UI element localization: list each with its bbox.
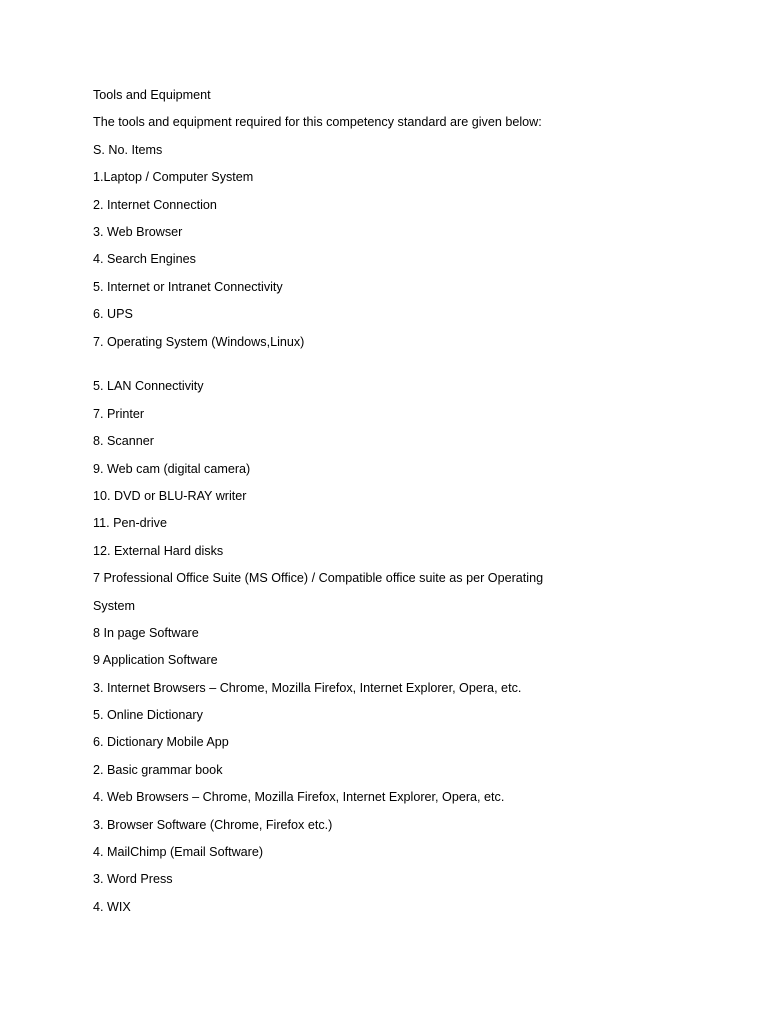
list-item: 4. WIX: [93, 899, 131, 914]
list-item: 4. MailChimp (Email Software): [93, 845, 264, 860]
list-item: 4. Search Engines: [93, 252, 196, 267]
list-item: 7. Operating System (Windows,Linux): [93, 334, 305, 349]
list-item: 11. Pen-drive: [93, 516, 167, 531]
list-item: 8 In page Software: [93, 625, 199, 640]
list-item: 10. DVD or BLU-RAY writer: [93, 488, 247, 503]
list-item: 1.Laptop / Computer System: [93, 170, 254, 185]
list-item: 5. LAN Connectivity: [93, 379, 204, 394]
item-group-1: [93, 168, 693, 360]
list-item: 3. Web Browser: [93, 224, 183, 239]
list-item: 5. Online Dictionary: [93, 708, 203, 723]
list-item: 2. Basic grammar book: [93, 762, 223, 777]
list-item: 9. Web cam (digital camera): [93, 461, 251, 476]
item-group-2: [93, 377, 693, 925]
list-item: 2. Internet Connection: [93, 197, 217, 212]
list-item: 4. Web Browsers – Chrome, Mozilla Firefox, Internet Explorer, Opera, etc.: [93, 790, 505, 805]
list-item: 9 Application Software: [93, 653, 218, 668]
list-item: 3. Browser Software (Chrome, Firefox etc.): [93, 817, 333, 832]
list-item: 5. Internet or Intranet Connectivity: [93, 279, 283, 294]
list-item: 3. Internet Browsers – Chrome, Mozilla Firefox, Internet Explorer, Opera, etc.: [93, 680, 522, 695]
list-item: 12. External Hard disks: [93, 543, 224, 558]
list-item: 7 Professional Office Suite (MS Office) / Compatible office suite as per Operating: [93, 571, 544, 586]
table-header: S. No. Items: [93, 142, 163, 157]
list-item: 6. Dictionary Mobile App: [93, 735, 229, 750]
list-item-continuation: System: [93, 598, 135, 613]
document-intro: The tools and equipment required for this competency standard are given below:: [93, 115, 542, 130]
document-body: [93, 86, 693, 925]
document-heading: Tools and Equipment: [93, 88, 211, 102]
list-item: 6. UPS: [93, 307, 133, 322]
list-item: 7. Printer: [93, 406, 145, 421]
paragraph-gap: [93, 360, 693, 378]
list-item: 3. Word Press: [93, 872, 173, 887]
list-item: 8. Scanner: [93, 434, 154, 449]
